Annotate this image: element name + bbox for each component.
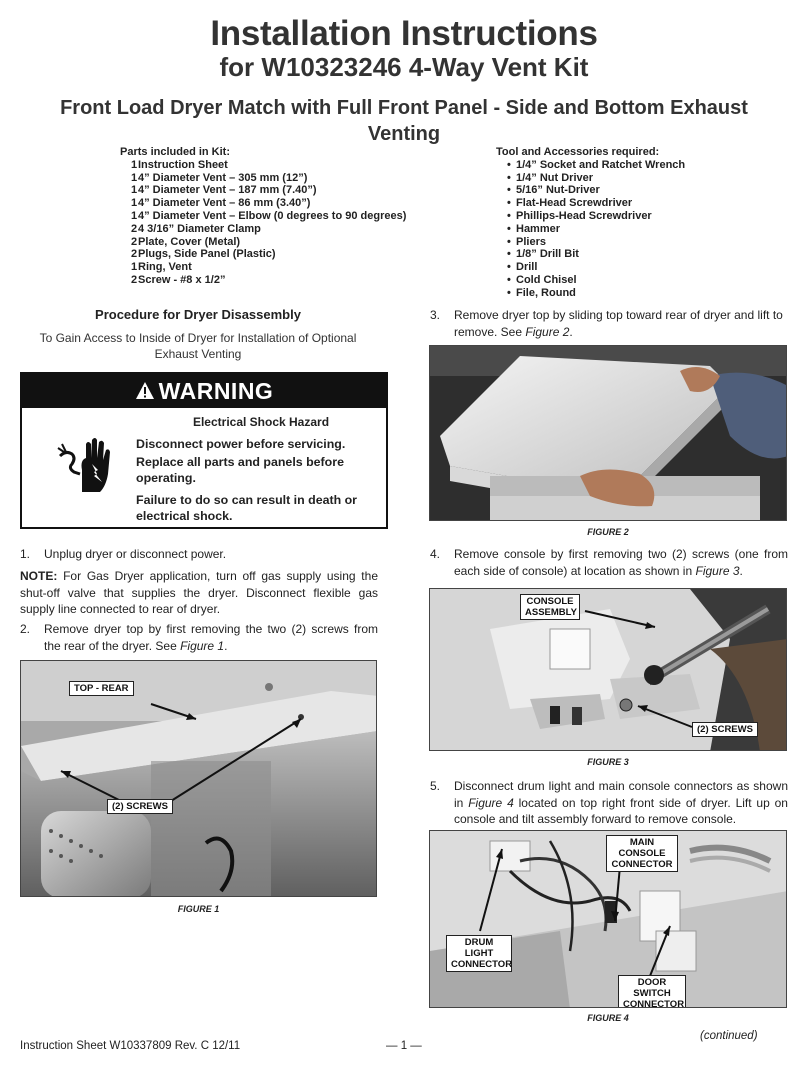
- tools-heading: Tool and Accessories required:: [496, 146, 660, 158]
- part-description: 4” Diameter Vent – Elbow (0 degrees to 90 degrees): [138, 209, 407, 222]
- callout-screws: (2) SCREWS: [692, 722, 758, 737]
- part-quantity: 2: [131, 273, 138, 286]
- figure-1-caption: FIGURE 1: [177, 904, 220, 914]
- callout-main-console-connector: MAIN CONSOLE CONNECTOR: [606, 835, 678, 872]
- step-text-body: Remove dryer top by sliding top toward rear of dryer and lift to remove. See: [454, 308, 783, 339]
- parts-list-item: [120, 236, 406, 249]
- footer-continued: (continued): [700, 1030, 758, 1042]
- tools-list-item: [496, 184, 685, 197]
- step-text-end: located on top right front side of dryer. Lift up on console and tilt assembly forward to remove console.: [454, 795, 788, 826]
- step-text: [44, 621, 378, 654]
- step-text: [454, 778, 788, 828]
- part-quantity: 1: [131, 171, 138, 184]
- part-quantity: 1: [131, 197, 138, 210]
- figure-4-photo: [429, 830, 787, 1008]
- part-quantity: 1: [131, 209, 138, 222]
- step-text: [454, 546, 788, 579]
- callout-screws: (2) SCREWS: [107, 799, 173, 814]
- tool-name: 1/4” Nut Driver: [516, 171, 594, 184]
- step-text-end: .: [569, 324, 573, 339]
- step-number: 2.: [20, 622, 31, 636]
- tools-list-item: [496, 172, 685, 185]
- parts-list-item: [120, 223, 406, 236]
- tools-list-item: [496, 274, 685, 287]
- step-5: [430, 778, 788, 828]
- page-subtitle: for W10323246 4-Way Vent Kit: [219, 52, 589, 82]
- tools-list-item: [496, 223, 685, 236]
- bullet-icon: •: [507, 273, 511, 286]
- part-quantity: 1: [131, 184, 138, 197]
- part-description: 4 3/16” Diameter Clamp: [138, 222, 261, 235]
- tools-list-item: [496, 248, 685, 261]
- step-4: [430, 546, 788, 579]
- bullet-icon: •: [507, 158, 511, 171]
- step-text-end: .: [739, 563, 743, 578]
- part-quantity: 1: [131, 158, 138, 171]
- tools-list-item: [496, 159, 685, 172]
- warning-line-3: Failure to do so can result in death or electrical shock.: [136, 493, 357, 523]
- callout-console-assembly: CONSOLE ASSEMBLY: [520, 594, 580, 620]
- bullet-icon: •: [507, 171, 511, 184]
- bullet-icon: •: [507, 286, 511, 299]
- tool-name: Drill: [516, 261, 538, 274]
- figure-4-caption: FIGURE 4: [587, 1013, 629, 1023]
- part-description: Instruction Sheet: [138, 158, 228, 171]
- step-text: Unplug dryer or disconnect power.: [44, 547, 227, 561]
- bullet-icon: •: [507, 184, 511, 197]
- part-description: Ring, Vent: [138, 261, 192, 274]
- tool-name: File, Round: [516, 286, 576, 299]
- figure-3-photo: [429, 588, 787, 751]
- tools-list-item: [496, 261, 685, 274]
- step-number: 4.: [430, 547, 441, 561]
- tools-list: [496, 146, 685, 300]
- warning-label: WARNING: [158, 377, 274, 404]
- note-paragraph: [20, 568, 378, 618]
- parts-list-item: [120, 197, 406, 210]
- step-number: 5.: [430, 779, 441, 793]
- note-text: For Gas Dryer application, turn off gas supply using the shut-off valve that supplies the dryer. Disconnect flexible gas supply line connected to rear of dryer.: [20, 569, 378, 616]
- procedure-subheading: To Gain Access to Inside of Dryer for Installation of Optional Exhaust Venting: [39, 331, 357, 361]
- parts-list-item: [120, 210, 406, 223]
- warning-box: [20, 372, 388, 529]
- bullet-icon: •: [507, 248, 511, 261]
- parts-list-item: [120, 159, 406, 172]
- callout-door-switch-connector: DOOR SWITCH CONNECTOR: [618, 975, 686, 1008]
- parts-list-item: [120, 248, 406, 261]
- parts-list: [120, 146, 406, 287]
- part-description: Screw - #8 x 1/2”: [138, 273, 226, 286]
- figure-1-photo: [20, 660, 377, 897]
- figure-reference: Figure 3: [695, 563, 740, 578]
- part-quantity: 2: [131, 235, 138, 248]
- parts-heading: Parts included in Kit:: [120, 146, 231, 158]
- callout-top-rear: TOP - REAR: [69, 681, 134, 696]
- parts-list-item: [120, 184, 406, 197]
- electric-shock-hand-icon: [52, 430, 124, 502]
- tool-name: 1/8” Drill Bit: [516, 248, 579, 261]
- step-text-end: .: [224, 638, 228, 653]
- step-number: 3.: [430, 308, 441, 322]
- part-quantity: 2: [131, 222, 138, 235]
- tool-name: Cold Chisel: [516, 273, 577, 286]
- bullet-icon: •: [507, 235, 511, 248]
- part-description: 4” Diameter Vent – 305 mm (12”): [138, 171, 308, 184]
- figure-3-caption: FIGURE 3: [587, 757, 629, 767]
- warning-text: [136, 414, 386, 526]
- tool-name: Phillips-Head Screwdriver: [516, 209, 652, 222]
- step-text-body: Disconnect drum light and main console connectors as shown in: [454, 779, 788, 810]
- part-description: 4” Diameter Vent – 187 mm (7.40”): [138, 184, 317, 197]
- step-3: [430, 307, 788, 340]
- parts-list-item: [120, 261, 406, 274]
- tool-name: Flat-Head Screwdriver: [516, 197, 633, 210]
- footer-page-number: — 1 —: [386, 1040, 422, 1052]
- warning-triangle-icon: [135, 381, 155, 401]
- figure-reference: Figure 2: [525, 324, 570, 339]
- bullet-icon: •: [507, 261, 511, 274]
- step-text-body: Remove console by first removing two (2) screws (one from each side of console) at location as shown in: [454, 547, 788, 578]
- tool-name: Hammer: [516, 222, 561, 235]
- dryer-rear-image: [21, 661, 377, 897]
- tool-name: 1/4” Socket and Ratchet Wrench: [516, 158, 686, 171]
- bullet-icon: •: [507, 209, 511, 222]
- figure-reference: Figure 1: [180, 638, 225, 653]
- part-quantity: 1: [131, 261, 138, 274]
- part-description: 4” Diameter Vent – 86 mm (3.40”): [138, 197, 311, 210]
- figure-2-photo: [429, 345, 787, 521]
- warning-line-2: Replace all parts and panels before operating.: [136, 455, 344, 485]
- figure-reference: Figure 4: [468, 795, 514, 810]
- warning-hazard: Electrical Shock Hazard: [192, 415, 330, 429]
- part-description: Plate, Cover (Metal): [138, 235, 241, 248]
- step-1: [20, 546, 378, 563]
- tools-list-item: [496, 197, 685, 210]
- tool-name: Pliers: [516, 235, 546, 248]
- tools-list-item: [496, 287, 685, 300]
- tools-list-item: [496, 210, 685, 223]
- part-quantity: 2: [131, 248, 138, 261]
- footer-sheet-id: Instruction Sheet W10337809 Rev. C 12/11: [20, 1040, 241, 1052]
- parts-list-item: [120, 172, 406, 185]
- step-text-body: Remove dryer top by first removing the two (2) screws from the rear of the dryer. See: [44, 622, 378, 653]
- callout-drum-light-connector: DRUM LIGHT CONNECTOR: [446, 935, 512, 972]
- parts-list-item: [120, 274, 406, 287]
- tools-list-item: [496, 236, 685, 249]
- step-text: [454, 307, 788, 340]
- warning-header: [22, 374, 386, 408]
- bullet-icon: •: [507, 222, 511, 235]
- note-label: NOTE:: [20, 569, 58, 583]
- step-2: [20, 621, 378, 654]
- section-heading: Front Load Dryer Match with Full Front Panel - Side and Bottom Exhaust Venting: [60, 97, 748, 145]
- figure-2-caption: FIGURE 2: [587, 527, 629, 537]
- step-number: 1.: [20, 547, 31, 561]
- bullet-icon: •: [507, 197, 511, 210]
- tool-name: 5/16” Nut-Driver: [516, 184, 600, 197]
- part-description: Plugs, Side Panel (Plastic): [138, 248, 276, 261]
- procedure-heading: Procedure for Dryer Disassembly: [95, 307, 301, 322]
- dryer-top-removal-image: [430, 346, 787, 521]
- warning-line-1: Disconnect power before servicing.: [136, 437, 346, 451]
- page-title: Installation Instructions: [210, 14, 598, 53]
